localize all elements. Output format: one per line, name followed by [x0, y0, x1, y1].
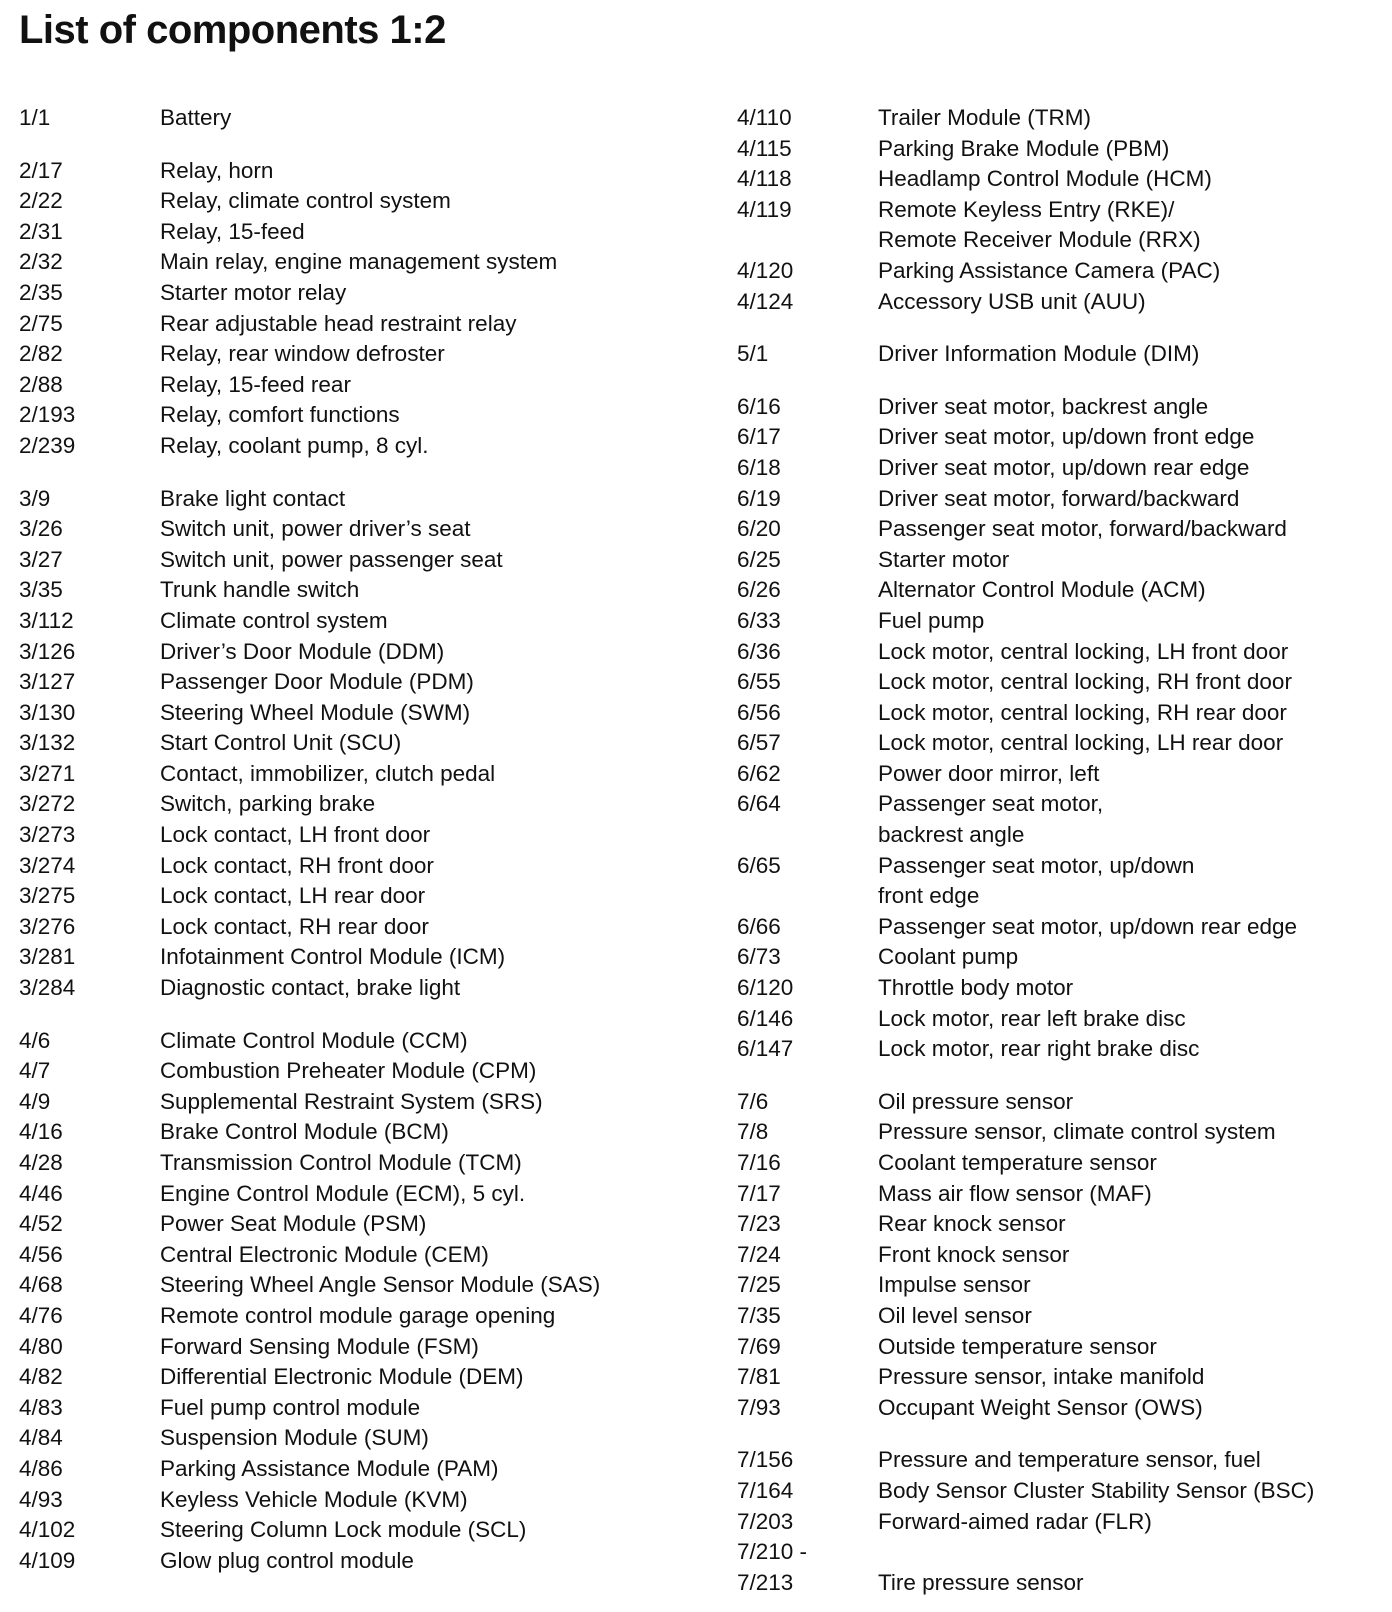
component-code: 7/16	[737, 1150, 781, 1175]
component-description: Mass air flow sensor (MAF)	[878, 1180, 1152, 1206]
component-description: Front knock sensor	[878, 1241, 1070, 1267]
component-description: Relay, 15-feed	[160, 218, 305, 244]
component-code: 6/65	[737, 852, 781, 878]
component-code: 6/57	[737, 730, 781, 756]
component-code: 4/120	[737, 257, 794, 283]
component-description: Relay, climate control system	[160, 188, 451, 214]
component-description: Engine Control Module (ECM), 5 cyl.	[160, 1180, 526, 1206]
component-code: 2/82	[19, 341, 63, 367]
component-code: 2/75	[19, 310, 63, 336]
component-description: Lock motor, rear right brake disc	[878, 1036, 1200, 1062]
component-description: Central Electronic Module (CEM)	[160, 1241, 489, 1267]
component-code: 2/31	[19, 218, 63, 244]
component-description: Driver Information Module (DIM)	[878, 341, 1200, 367]
component-description: Passenger seat motor, up/down rear edge	[878, 913, 1298, 939]
component-code: 6/36	[737, 638, 781, 664]
component-description: Steering Column Lock module (SCL)	[160, 1517, 527, 1543]
component-description: Driver seat motor, up/down rear edge	[878, 454, 1250, 480]
component-code: 6/19	[737, 485, 781, 511]
component-description: Parking Assistance Module (PAM)	[160, 1455, 499, 1481]
component-description: Relay, horn	[160, 157, 274, 183]
component-description: Starter motor relay	[160, 279, 347, 305]
component-code: 6/146	[737, 1005, 794, 1031]
component-description: Starter motor	[878, 546, 1010, 572]
component-description: Passenger seat motor, up/down	[878, 852, 1195, 878]
component-description: Coolant pump	[878, 944, 1019, 970]
component-code: 6/16	[737, 393, 781, 419]
component-code: 2/22	[19, 188, 63, 214]
component-code: 4/46	[19, 1180, 63, 1206]
component-description: Lock contact, RH rear door	[160, 913, 429, 939]
component-description: Alternator Control Module (ACM)	[878, 577, 1206, 603]
component-code: 6/73	[737, 944, 781, 970]
component-description: Driver seat motor, forward/backward	[878, 485, 1240, 511]
component-code: 4/86	[19, 1455, 63, 1481]
component-code: 4/93	[19, 1486, 63, 1512]
component-description: Driver’s Door Module (DDM)	[160, 638, 445, 664]
component-code: 3/26	[19, 516, 63, 542]
page-title: List of components 1:2	[19, 8, 446, 52]
component-code: 3/126	[19, 638, 76, 664]
component-code: 3/132	[19, 730, 76, 756]
component-description: backrest angle	[878, 822, 1025, 848]
component-code: 4/115	[737, 135, 792, 161]
component-code: 4/84	[19, 1425, 63, 1451]
component-code: 4/124	[737, 288, 794, 314]
component-description: Pressure and temperature sensor, fuel	[878, 1447, 1261, 1473]
component-code: 3/275	[19, 883, 76, 909]
component-description: Lock contact, LH rear door	[160, 883, 426, 909]
component-description: Differential Electronic Module (DEM)	[160, 1364, 524, 1390]
component-description: Forward-aimed radar (FLR)	[878, 1508, 1152, 1534]
component-code: 6/56	[737, 699, 781, 725]
component-code: 7/210 -	[737, 1539, 808, 1565]
component-code: 6/26	[737, 577, 781, 603]
component-code: 3/284	[19, 975, 76, 1001]
component-description: Infotainment Control Module (ICM)	[160, 944, 506, 970]
component-code: 7/17	[737, 1180, 781, 1206]
component-description: Power Seat Module (PSM)	[160, 1211, 427, 1237]
component-description: Supplemental Restraint System (SRS)	[160, 1088, 543, 1114]
component-description: Brake light contact	[160, 485, 346, 511]
component-description: Switch unit, power passenger seat	[160, 546, 503, 572]
component-description: Switch, parking brake	[160, 791, 376, 817]
component-description: Relay, rear window defroster	[160, 341, 445, 367]
component-code: 7/8	[737, 1119, 769, 1145]
component-code: 6/17	[737, 424, 781, 450]
component-code: 3/35	[19, 577, 63, 603]
component-description: Lock motor, central locking, LH rear door	[878, 730, 1284, 756]
component-code: 3/276	[19, 913, 76, 939]
component-code: 3/273	[19, 822, 76, 848]
component-description: Steering Wheel Module (SWM)	[160, 699, 471, 725]
component-code: 2/35	[19, 279, 63, 305]
component-code: 7/156	[737, 1447, 794, 1473]
component-description: Power door mirror, left	[878, 760, 1100, 786]
component-description: Outside temperature sensor	[878, 1333, 1157, 1359]
component-code: 6/20	[737, 516, 781, 542]
component-description: Headlamp Control Module (HCM)	[878, 166, 1212, 192]
component-code: 3/130	[19, 699, 76, 725]
component-code: 2/32	[19, 249, 63, 275]
component-description: Oil level sensor	[878, 1302, 1032, 1328]
component-code: 4/83	[19, 1394, 63, 1420]
component-description: Suspension Module (SUM)	[160, 1425, 429, 1451]
component-description: Lock motor, central locking, LH front door	[878, 638, 1289, 664]
component-code: 2/88	[19, 371, 63, 397]
component-code: 1/1	[19, 105, 51, 130]
component-description: Relay, 15-feed rear	[160, 371, 351, 397]
component-code: 3/112	[19, 607, 74, 633]
component-description: Lock motor, rear left brake disc	[878, 1005, 1186, 1031]
component-description: Steering Wheel Angle Sensor Module (SAS)	[160, 1272, 601, 1298]
component-description: Brake Control Module (BCM)	[160, 1119, 449, 1145]
component-code: 3/272	[19, 791, 76, 817]
component-code: 2/17	[19, 157, 63, 183]
component-description: Parking Assistance Camera (PAC)	[878, 257, 1221, 283]
component-description: Main relay, engine management system	[160, 249, 558, 275]
component-code: 4/80	[19, 1333, 63, 1359]
component-description: Tire pressure sensor	[878, 1569, 1084, 1595]
component-code: 4/7	[19, 1058, 51, 1084]
component-description: Combustion Preheater Module (CPM)	[160, 1058, 537, 1084]
component-description: Oil pressure sensor	[878, 1088, 1074, 1114]
component-description: Rear adjustable head restraint relay	[160, 310, 517, 336]
component-description: Battery	[160, 105, 232, 130]
component-description: Lock contact, LH front door	[160, 822, 431, 848]
component-code: 4/118	[737, 166, 792, 192]
component-description: front edge	[878, 883, 980, 909]
component-description: Impulse sensor	[878, 1272, 1031, 1298]
component-code: 4/76	[19, 1302, 63, 1328]
component-description: Passenger seat motor, forward/backward	[878, 516, 1287, 542]
component-description: Fuel pump control module	[160, 1394, 421, 1420]
component-description: Passenger seat motor,	[878, 791, 1104, 817]
component-description: Relay, comfort functions	[160, 402, 400, 428]
component-description: Parking Brake Module (PBM)	[878, 135, 1170, 161]
component-description: Lock contact, RH front door	[160, 852, 434, 878]
component-description: Glow plug control module	[160, 1547, 414, 1573]
component-code: 7/93	[737, 1394, 781, 1420]
component-description: Body Sensor Cluster Stability Sensor (BSC)	[878, 1477, 1315, 1503]
component-description: Throttle body motor	[878, 975, 1074, 1001]
component-code: 7/24	[737, 1241, 781, 1267]
component-description: Lock motor, central locking, RH front door	[878, 669, 1292, 695]
component-code: 7/35	[737, 1302, 781, 1328]
component-description: Transmission Control Module (TCM)	[160, 1150, 522, 1175]
component-code: 6/64	[737, 791, 781, 817]
component-code: 6/33	[737, 607, 781, 633]
component-code: 4/28	[19, 1150, 63, 1175]
component-code: 5/1	[737, 341, 769, 367]
component-description: Rear knock sensor	[878, 1211, 1066, 1237]
component-code: 7/164	[737, 1477, 794, 1503]
component-code: 7/213	[737, 1569, 794, 1595]
component-code: 4/52	[19, 1211, 63, 1237]
component-code: 6/120	[737, 975, 794, 1001]
component-description: Pressure sensor, intake manifold	[878, 1364, 1205, 1390]
component-code: 4/109	[19, 1547, 76, 1573]
component-description: Remote control module garage opening	[160, 1302, 556, 1328]
component-code: 4/110	[737, 105, 792, 130]
component-code: 3/127	[19, 669, 76, 695]
component-description: Lock motor, central locking, RH rear door	[878, 699, 1287, 725]
component-code: 6/147	[737, 1036, 794, 1062]
component-description: Trailer Module (TRM)	[878, 105, 1091, 130]
component-description: Coolant temperature sensor	[878, 1150, 1157, 1175]
component-code: 7/25	[737, 1272, 781, 1298]
component-description: Passenger Door Module (PDM)	[160, 669, 474, 695]
component-description: Diagnostic contact, brake light	[160, 975, 461, 1001]
component-code: 3/9	[19, 485, 51, 511]
component-description: Forward Sensing Module (FSM)	[160, 1333, 479, 1359]
component-code: 4/102	[19, 1517, 76, 1543]
component-code: 6/25	[737, 546, 781, 572]
component-code: 4/6	[19, 1027, 51, 1053]
component-code: 3/271	[19, 760, 76, 786]
component-description: Fuel pump	[878, 607, 985, 633]
component-code: 4/16	[19, 1119, 63, 1145]
component-description: Driver seat motor, backrest angle	[878, 393, 1209, 419]
component-code: 7/6	[737, 1088, 769, 1114]
component-description: Switch unit, power driver’s seat	[160, 516, 471, 542]
component-description: Contact, immobilizer, clutch pedal	[160, 760, 496, 786]
component-code: 3/27	[19, 546, 63, 572]
component-code: 6/66	[737, 913, 781, 939]
component-code: 7/23	[737, 1211, 781, 1237]
component-description: Remote Receiver Module (RRX)	[878, 227, 1201, 253]
component-description: Driver seat motor, up/down front edge	[878, 424, 1255, 450]
component-code: 4/9	[19, 1088, 51, 1114]
component-code: 4/56	[19, 1241, 63, 1267]
component-code: 7/81	[737, 1364, 781, 1390]
component-code: 6/18	[737, 454, 781, 480]
component-code: 4/119	[737, 196, 792, 222]
component-code: 3/274	[19, 852, 76, 878]
component-description: Remote Keyless Entry (RKE)/	[878, 196, 1175, 222]
component-description: Occupant Weight Sensor (OWS)	[878, 1394, 1203, 1420]
component-code: 3/281	[19, 944, 76, 970]
component-code: 7/203	[737, 1508, 794, 1534]
component-description: Trunk handle switch	[160, 577, 360, 603]
component-code: 7/69	[737, 1333, 781, 1359]
component-code: 2/193	[19, 402, 76, 428]
component-description: Relay, coolant pump, 8 cyl.	[160, 432, 429, 458]
component-description: Pressure sensor, climate control system	[878, 1119, 1276, 1145]
component-code: 6/55	[737, 669, 781, 695]
component-code: 4/68	[19, 1272, 63, 1298]
component-description: Start Control Unit (SCU)	[160, 730, 402, 756]
component-description: Climate control system	[160, 607, 388, 633]
component-description: Keyless Vehicle Module (KVM)	[160, 1486, 468, 1512]
component-code: 6/62	[737, 760, 781, 786]
component-description: Accessory USB unit (AUU)	[878, 288, 1146, 314]
component-code: 4/82	[19, 1364, 63, 1390]
component-code: 2/239	[19, 432, 76, 458]
component-description: Climate Control Module (CCM)	[160, 1027, 468, 1053]
